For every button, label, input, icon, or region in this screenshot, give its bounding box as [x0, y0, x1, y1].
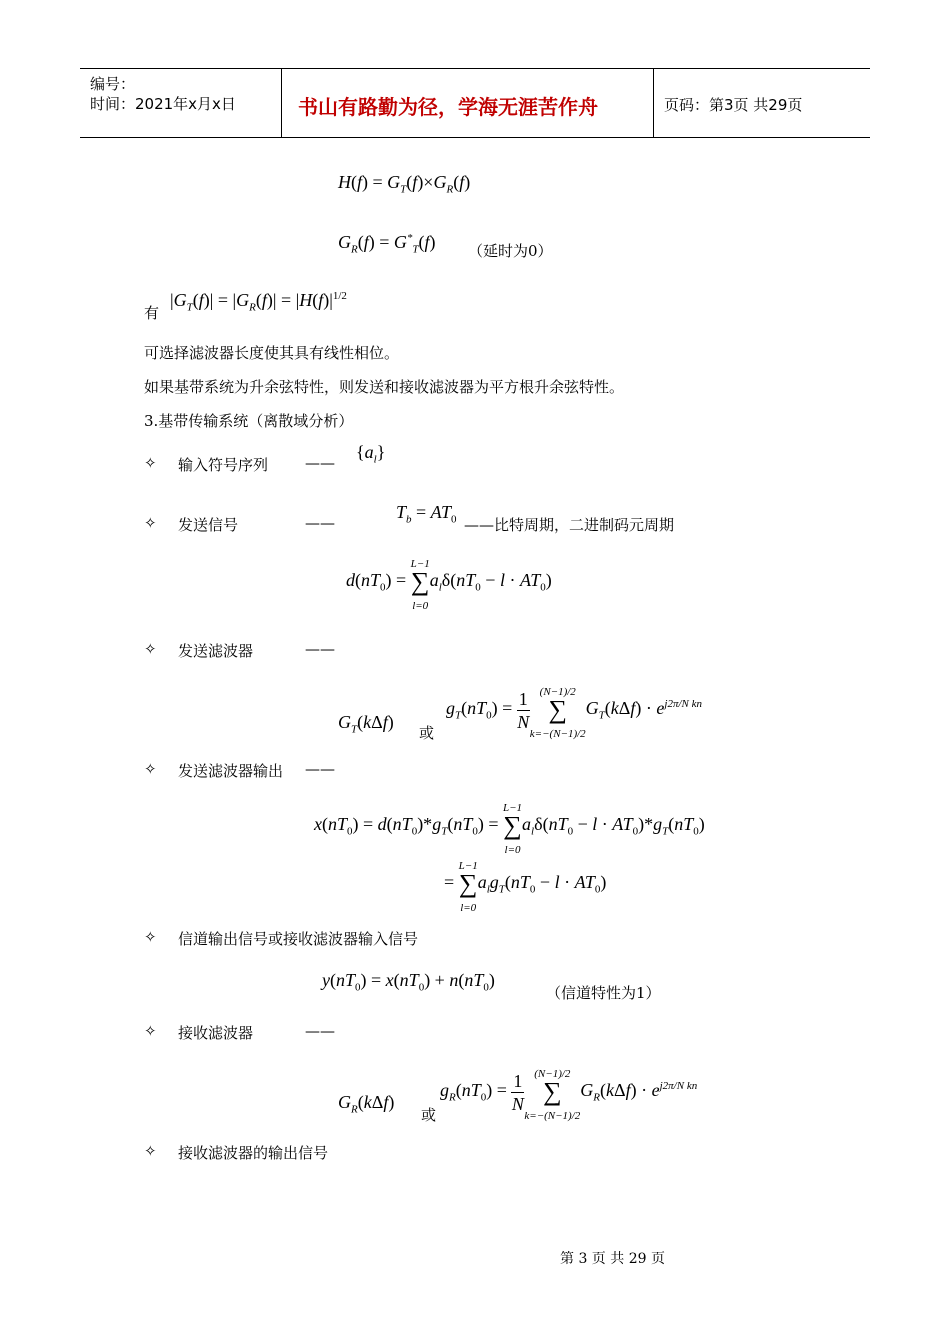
bullet-label: 输入符号序列	[178, 456, 269, 474]
bullet-label: 接收滤波器	[178, 1024, 254, 1042]
or-label: 或	[421, 1106, 437, 1124]
page-header	[80, 68, 870, 138]
or-label: 或	[419, 724, 435, 742]
bullet-label: 发送滤波器	[178, 642, 254, 660]
header-divider	[653, 69, 654, 137]
bullet-dash: ——	[305, 760, 335, 778]
equation-gr-n: $g_R(nT_0)$ = $\frac{1}{N}$ (N−1)/2 ∑ $k=-(N-1)/2G_R(k\Delta f) \cdot e^{j2\pi/N kn}$	[440, 1068, 698, 1122]
channel-note: （信道特性为1）	[546, 984, 661, 1002]
bullet-dash: ——	[305, 514, 335, 532]
bullet-icon: ✧	[144, 514, 157, 532]
equation-bit-period: $T_b = AT_0$	[396, 502, 457, 526]
raised-cosine-text: 如果基带系统为升余弦特性，则发送和接收滤波器为平方根升余弦特性。	[144, 378, 625, 396]
bullet-label: 发送滤波器输出	[178, 762, 284, 780]
equation-channel-output: $y(nT_0) = x(nT_0) + n(nT_0)$	[322, 970, 495, 994]
equation-gt-n: $g_T(nT_0)$ = $\frac{1}{N}$ (N−1)/2 ∑ $k=-(N-1)/2G_T(k\Delta f) \cdot e^{j2\pi/N kn}$	[446, 686, 702, 740]
bullet-dash: ——	[305, 640, 335, 658]
bullet-icon: ✧	[144, 928, 157, 946]
header-motto: 书山有路勤为径，学海无涯苦作舟	[298, 95, 598, 119]
section-heading: 3.基带传输系统（离散域分析）	[144, 412, 354, 430]
equation-h-f: $H(f) = G_T(f)\times G_R(f)$	[338, 172, 471, 196]
equation-gr-conjugate: $G_R(f) = G^*_T(f)$	[338, 232, 436, 256]
bullet-icon: ✧	[144, 1022, 157, 1040]
bit-period-note: ——比特周期，二进制码元周期	[464, 516, 675, 534]
bullet-label: 接收滤波器的输出信号	[178, 1144, 329, 1162]
equation-magnitude: $|G_T(f)| = |G_R(f)| = |H(f)|^{1/2}$	[170, 290, 347, 314]
equation-symbol-seq: $\{a_l\}$	[356, 442, 386, 466]
page-footer: 第 3 页 共 29 页	[560, 1251, 665, 1267]
you-label: 有	[144, 304, 160, 322]
header-time: 时间：2021年x月x日	[90, 95, 236, 113]
bullet-label: 信道输出信号或接收滤波器输入信号	[178, 930, 419, 948]
header-divider	[281, 69, 282, 137]
equation-gt-k: $G_T(k\Delta f)$	[338, 712, 394, 736]
bullet-icon: ✧	[144, 1142, 157, 1160]
equation-transmit-signal: $d(nT_0) = L-1$ ∑ $l=0a_l\delta(nT_0 - l \cdot AT_0)$	[346, 558, 552, 612]
linear-phase-text: 可选择滤波器长度使其具有线性相位。	[144, 344, 400, 362]
equation-gr-k: $G_R(k\Delta f)$	[338, 1092, 395, 1116]
bullet-dash: ——	[305, 1022, 335, 1040]
header-page-number: 页码：第3页 共29页	[664, 96, 803, 114]
bullet-icon: ✧	[144, 454, 157, 472]
bullet-icon: ✧	[144, 760, 157, 778]
equation-filter-output-2: = L−1 ∑ $l=0a_lg_T(nT_0 - l \cdot AT_0)$	[444, 860, 607, 914]
bullet-icon: ✧	[144, 640, 157, 658]
bullet-label: 发送信号	[178, 516, 239, 534]
delay-note: （延时为0）	[468, 242, 553, 260]
bullet-dash: ——	[305, 454, 335, 472]
equation-filter-output: $x(nT_0) = d(nT_0)*g_T(nT_0) = L-1$ ∑ $l=0a_l\delta(nT_0 - l \cdot AT_0)*g_T(nT_0)$	[314, 802, 705, 856]
header-number: 编号：	[90, 75, 136, 93]
